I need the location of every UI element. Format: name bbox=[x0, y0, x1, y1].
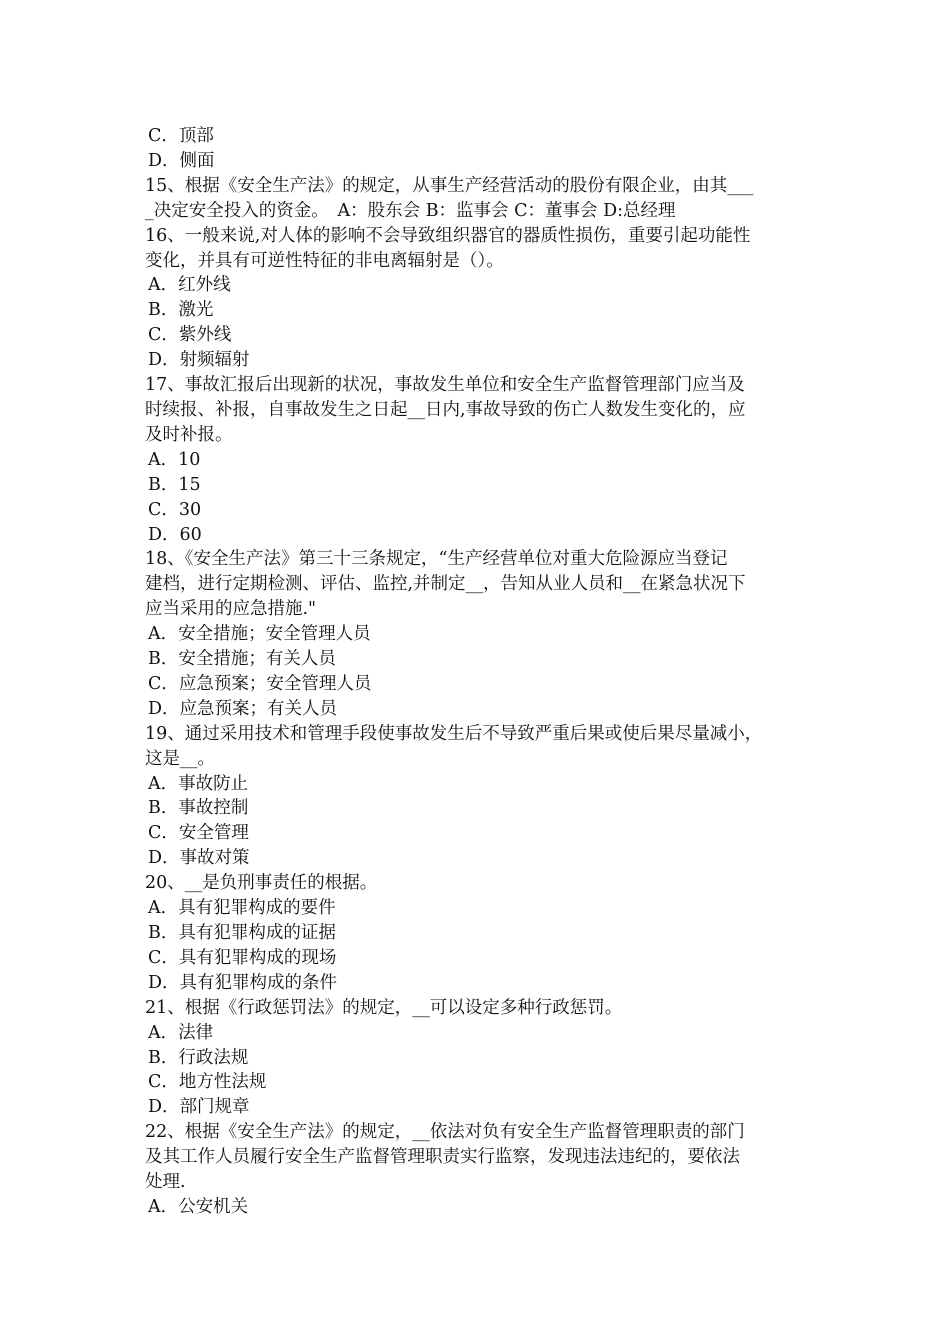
question-text-line: 19、通过采用技术和管理手段使事故发生后不导致严重后果或使后果尽量减小， bbox=[145, 723, 763, 744]
question-text-line: 15、根据《安全生产法》的规定，从事生产经营活动的股份有限企业，由其___ bbox=[145, 175, 754, 196]
answer-option: C．30 bbox=[148, 499, 202, 520]
question-text-line: 及其工作人员履行安全生产监督管理职责实行监察，发现违法违纪的，要依法 bbox=[145, 1147, 740, 1168]
answer-option: A．10 bbox=[148, 449, 201, 470]
answer-option: C．具有犯罪构成的现场 bbox=[148, 947, 337, 968]
answer-option: A．具有犯罪构成的要件 bbox=[148, 898, 336, 919]
question-text-line: _决定安全投入的资金。 A：股东会 B：监事会 C：董事会 D:总经理 bbox=[145, 200, 676, 221]
answer-option: A．公安机关 bbox=[148, 1196, 249, 1217]
question-text-line: 处理. bbox=[145, 1172, 186, 1193]
answer-option: A．安全措施；安全管理人员 bbox=[148, 624, 371, 645]
answer-option: B．行政法规 bbox=[148, 1047, 249, 1068]
answer-option: A．事故防止 bbox=[148, 773, 249, 794]
answer-option: D．部门规章 bbox=[148, 1097, 250, 1118]
answer-option: B．事故控制 bbox=[148, 798, 249, 819]
answer-option: D．事故对策 bbox=[148, 848, 250, 869]
answer-option: C．顶部 bbox=[148, 126, 214, 146]
answer-option: A．法律 bbox=[148, 1022, 214, 1043]
answer-option: D．射频辐射 bbox=[148, 350, 250, 371]
question-text-line: 这是__。 bbox=[145, 748, 215, 769]
answer-option: B．具有犯罪构成的证据 bbox=[148, 923, 336, 943]
answer-option: C．紫外线 bbox=[148, 325, 232, 346]
answer-option: B．安全措施；有关人员 bbox=[148, 649, 336, 670]
question-text-line: 21、根据《行政惩罚法》的规定，__可以设定多种行政惩罚。 bbox=[145, 997, 623, 1018]
question-text-line: 17、事故汇报后出现新的状况，事故发生单位和安全生产监督管理部门应当及 bbox=[145, 375, 745, 396]
question-text-line: 18、《安全生产法》第三十三条规定，“生产经营单位对重大危险源应当登记 bbox=[145, 549, 728, 570]
question-text-line: 变化，并具有可逆性特征的非电离辐射是（）。 bbox=[145, 250, 504, 271]
document-body bbox=[145, 124, 825, 1220]
question-text-line: 22、根据《安全生产法》的规定，__依法对负有安全生产监督管理职责的部门 bbox=[145, 1122, 745, 1143]
answer-option: D．侧面 bbox=[148, 150, 215, 171]
question-text-line: 20、__是负刑事责任的根据。 bbox=[145, 873, 378, 894]
answer-option: D．应急预案；有关人员 bbox=[148, 698, 338, 719]
question-text-line: 建档，进行定期检测、评估、监控,并制定__，告知从业人员和__在紧急状况下 bbox=[145, 574, 746, 595]
answer-option: C．应急预案；安全管理人员 bbox=[148, 673, 372, 694]
question-text-line: 应当采用的应急措施." bbox=[145, 599, 317, 620]
answer-option: C．地方性法规 bbox=[148, 1072, 267, 1093]
question-text-line: 及时补报。 bbox=[145, 424, 233, 445]
question-text-line: 16、一般来说,对人体的影响不会导致组织器官的器质性损伤，重要引起功能性 bbox=[145, 225, 751, 246]
answer-option: A．红外线 bbox=[148, 275, 231, 296]
answer-option: C．安全管理 bbox=[148, 823, 249, 844]
question-text-line: 时续报、补报，自事故发生之日起__日内,事故导致的伤亡人数发生变化的，应 bbox=[145, 399, 746, 420]
answer-option: B．15 bbox=[148, 474, 201, 495]
answer-option: D．60 bbox=[148, 524, 202, 545]
answer-option: B．激光 bbox=[148, 300, 214, 321]
answer-option: D．具有犯罪构成的条件 bbox=[148, 972, 338, 993]
